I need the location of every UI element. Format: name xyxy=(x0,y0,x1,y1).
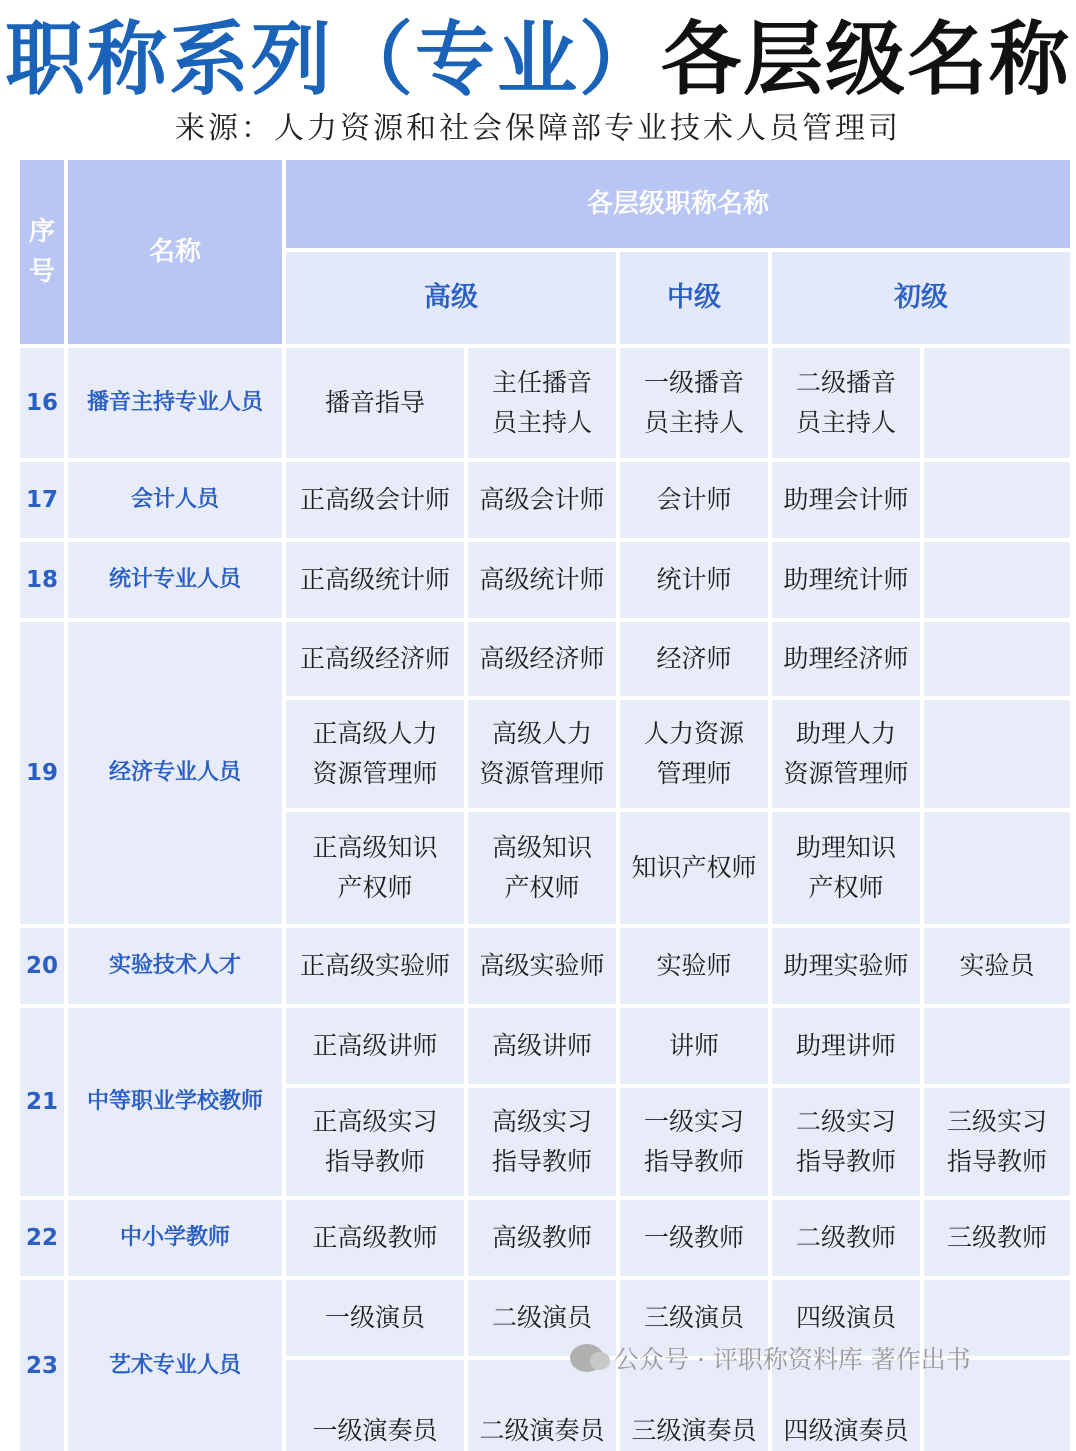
table-cell: 实验员 xyxy=(924,928,1070,1004)
table-cell: 一级播音 员主持人 xyxy=(620,348,768,458)
table-cell: 人力资源 管理师 xyxy=(620,700,768,808)
table-cell: 正高级实习 指导教师 xyxy=(286,1088,464,1196)
row-number: 21 xyxy=(20,1008,64,1196)
table-cell xyxy=(924,700,1070,808)
page-title xyxy=(0,12,1076,108)
table-cell: 二级演奏员 xyxy=(468,1360,616,1451)
watermark-text: 公众号 · 评职称资料库 著作出书 xyxy=(614,1345,971,1374)
table-cell: 正高级人力 资源管理师 xyxy=(286,700,464,808)
table-cell: 正高级讲师 xyxy=(286,1008,464,1084)
table-cell: 正高级实验师 xyxy=(286,928,464,1004)
table-cell: 高级讲师 xyxy=(468,1008,616,1084)
table-cell: 三级演奏员 xyxy=(620,1360,768,1451)
table-cell: 助理知识 产权师 xyxy=(772,812,920,924)
row-name: 会计人员 xyxy=(68,462,282,538)
table-cell: 助理统计师 xyxy=(772,542,920,618)
table-cell: 高级人力 资源管理师 xyxy=(468,700,616,808)
wechat-icon xyxy=(570,1344,604,1372)
table-cell: 高级统计师 xyxy=(468,542,616,618)
table-cell: 一级实习 指导教师 xyxy=(620,1088,768,1196)
table-cell: 讲师 xyxy=(620,1008,768,1084)
header-levels-title: 各层级职称名称 xyxy=(286,160,1070,248)
table-cell: 二级实习 指导教师 xyxy=(772,1088,920,1196)
table-cell: 三级演员 xyxy=(620,1280,768,1356)
title-part-levels: 各层级名称 xyxy=(661,13,1071,106)
table-cell: 三级实习 指导教师 xyxy=(924,1088,1070,1196)
header-name: 名称 xyxy=(68,160,282,344)
table-cell: 一级演员 xyxy=(286,1280,464,1356)
table-cell: 四级演奏员 xyxy=(772,1360,920,1451)
table-cell: 会计师 xyxy=(620,462,768,538)
source-line: 来源：人力资源和社会保障部专业技术人员管理司 xyxy=(175,111,901,146)
table-cell: 经济师 xyxy=(620,622,768,696)
table-cell xyxy=(924,1008,1070,1084)
table-cell: 高级知识 产权师 xyxy=(468,812,616,924)
row-number: 19 xyxy=(20,622,64,924)
table-cell: 高级实习 指导教师 xyxy=(468,1088,616,1196)
table-cell: 正高级教师 xyxy=(286,1200,464,1276)
table-cell: 知识产权师 xyxy=(620,812,768,924)
table-cell: 正高级知识 产权师 xyxy=(286,812,464,924)
header-middle: 中级 xyxy=(620,252,768,344)
watermark xyxy=(570,1338,971,1378)
table-cell: 主任播音 员主持人 xyxy=(468,348,616,458)
table-cell: 助理会计师 xyxy=(772,462,920,538)
table-cell: 统计师 xyxy=(620,542,768,618)
table-cell: 正高级经济师 xyxy=(286,622,464,696)
table-cell: 播音指导 xyxy=(286,348,464,458)
table-cell: 高级经济师 xyxy=(468,622,616,696)
table-cell: 正高级统计师 xyxy=(286,542,464,618)
row-number: 22 xyxy=(20,1200,64,1276)
row-name: 中等职业学校教师 xyxy=(68,1008,282,1196)
table-cell: 实验师 xyxy=(620,928,768,1004)
table-cell xyxy=(924,348,1070,458)
table-cell: 高级会计师 xyxy=(468,462,616,538)
table-cell: 三级教师 xyxy=(924,1200,1070,1276)
title-part-series: 职称系列（专业） xyxy=(5,13,661,106)
table-cell: 高级实验师 xyxy=(468,928,616,1004)
table-cell: 助理经济师 xyxy=(772,622,920,696)
table-cell: 一级演奏员 xyxy=(286,1360,464,1451)
table-cell: 二级教师 xyxy=(772,1200,920,1276)
header-no: 序 号 xyxy=(20,160,64,344)
title-levels-table xyxy=(20,160,1058,1445)
table-cell xyxy=(924,622,1070,696)
table-cell: 一级教师 xyxy=(620,1200,768,1276)
row-number: 17 xyxy=(20,462,64,538)
header-junior: 初级 xyxy=(772,252,1070,344)
row-name: 艺术专业人员 xyxy=(68,1280,282,1451)
row-name: 实验技术人才 xyxy=(68,928,282,1004)
table-cell: 高级教师 xyxy=(468,1200,616,1276)
table-cell: 正高级会计师 xyxy=(286,462,464,538)
header-senior: 高级 xyxy=(286,252,616,344)
row-name: 播音主持专业人员 xyxy=(68,348,282,458)
table-cell xyxy=(924,542,1070,618)
row-name: 经济专业人员 xyxy=(68,622,282,924)
row-number: 20 xyxy=(20,928,64,1004)
row-number: 16 xyxy=(20,348,64,458)
table-cell: 二级演员 xyxy=(468,1280,616,1356)
table-cell: 四级演员 xyxy=(772,1280,920,1356)
table-cell: 助理人力 资源管理师 xyxy=(772,700,920,808)
row-number: 23 xyxy=(20,1280,64,1451)
table-cell: 二级播音 员主持人 xyxy=(772,348,920,458)
table-cell: 助理实验师 xyxy=(772,928,920,1004)
row-name: 统计专业人员 xyxy=(68,542,282,618)
table-cell xyxy=(924,462,1070,538)
row-number: 18 xyxy=(20,542,64,618)
table-cell xyxy=(924,812,1070,924)
table-cell: 助理讲师 xyxy=(772,1008,920,1084)
row-name: 中小学教师 xyxy=(68,1200,282,1276)
